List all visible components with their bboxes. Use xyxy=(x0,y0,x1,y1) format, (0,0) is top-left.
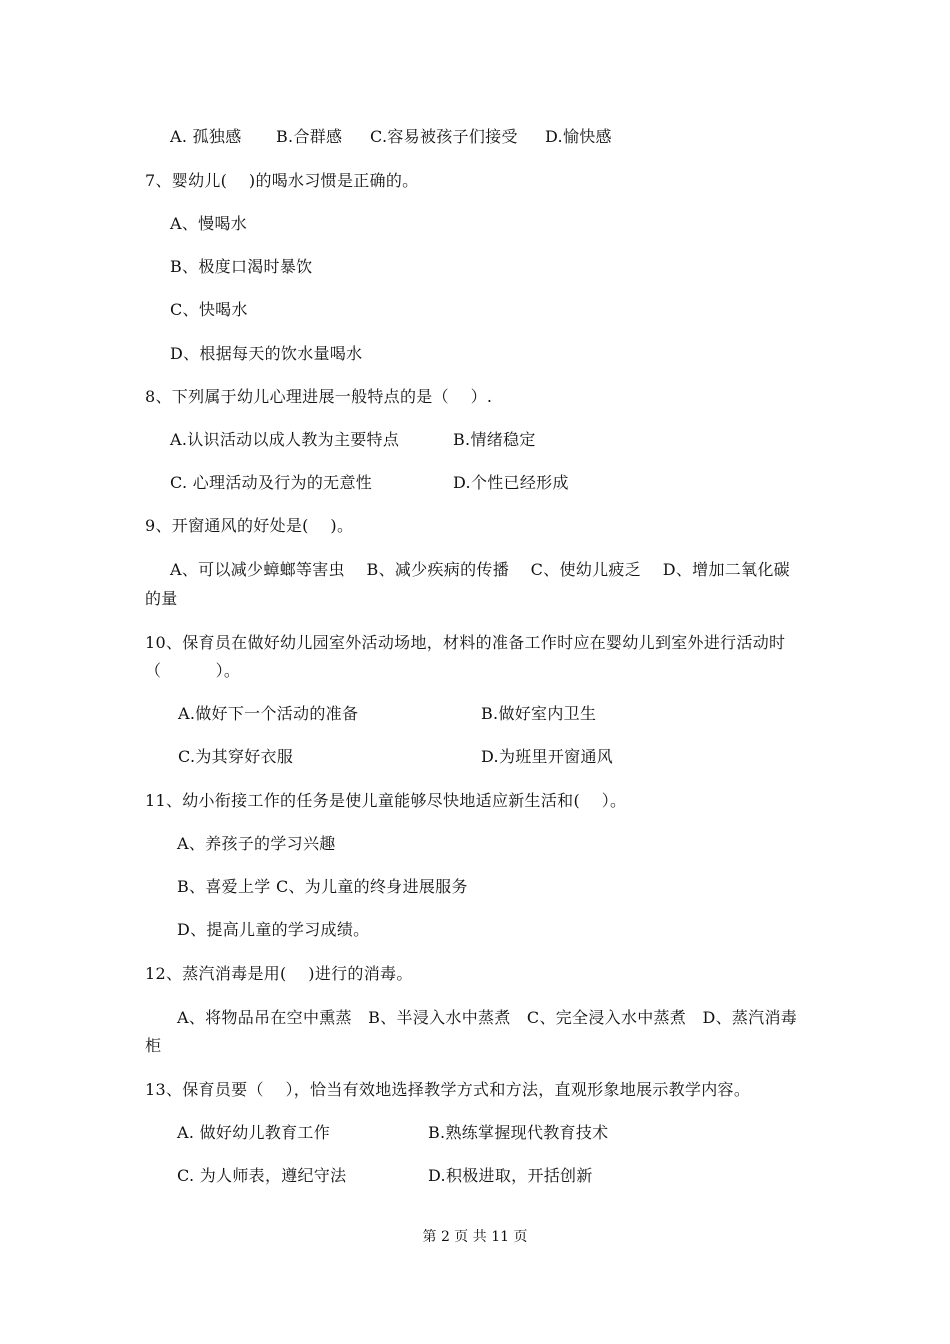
q6-option-b: B.合群感 xyxy=(276,127,343,146)
q12-stem: 12、蒸汽消毒是用( )进行的消毒。 xyxy=(145,964,413,983)
q11-option-bc: B、喜爱上学 C、为儿童的终身进展服务 xyxy=(177,877,468,896)
q10-stem: 10、保育员在做好幼儿园室外活动场地，材料的准备工作时应在婴幼儿到室外进行活动时 xyxy=(145,633,786,652)
q12-options: A、将物品吊在空中熏蒸 B、半浸入水中蒸煮 C、完全浸入水中蒸煮 D、蒸汽消毒 xyxy=(177,1008,798,1027)
q6-option-c: C.容易被孩子们接受 xyxy=(370,127,518,146)
q9-stem: 9、开窗通风的好处是( )。 xyxy=(145,516,354,535)
q10-option-b: B.做好室内卫生 xyxy=(481,704,597,723)
q6-option-a: A. 孤独感 xyxy=(170,127,242,146)
q7-option-b: B、极度口渴时暴饮 xyxy=(170,257,313,276)
q11-option-a: A、养孩子的学习兴趣 xyxy=(177,834,336,853)
q10-option-c: C.为其穿好衣服 xyxy=(178,747,294,766)
q10-stem-wrap: （ ）。 xyxy=(145,661,241,680)
q12-options-wrap: 柜 xyxy=(145,1036,162,1055)
q13-option-a: A. 做好幼儿教育工作 xyxy=(177,1123,331,1142)
q8-stem: 8、下列属于幼儿心理进展一般特点的是（ ）. xyxy=(145,387,493,406)
q10-option-d: D.为班里开窗通风 xyxy=(481,747,614,766)
q11-option-d: D、提高儿童的学习成绩。 xyxy=(177,920,370,939)
q7-option-c: C、快喝水 xyxy=(170,300,248,319)
q10-option-a: A.做好下一个活动的准备 xyxy=(178,704,359,723)
q11-stem: 11、幼小衔接工作的任务是使儿童能够尽快地适应新生活和( ）。 xyxy=(145,791,627,810)
q13-option-d: D.积极进取，开括创新 xyxy=(428,1166,593,1185)
q7-option-a: A、慢喝水 xyxy=(170,214,248,233)
q13-option-b: B.熟练掌握现代教育技术 xyxy=(428,1123,609,1142)
q13-option-c: C. 为人师表，遵纪守法 xyxy=(177,1166,347,1185)
q7-option-d: D、根据每天的饮水量喝水 xyxy=(170,344,363,363)
q8-option-a: A.认识活动以成人教为主要特点 xyxy=(170,430,400,449)
q9-options-wrap: 的量 xyxy=(145,589,178,608)
page-number-footer: 第 2 页 共 11 页 xyxy=(422,1229,528,1245)
q8-option-d: D.个性已经形成 xyxy=(453,473,569,492)
q7-stem: 7、婴幼儿( )的喝水习惯是正确的。 xyxy=(145,171,419,190)
q8-option-b: B.情绪稳定 xyxy=(453,430,536,449)
q8-option-c: C. 心理活动及行为的无意性 xyxy=(170,473,373,492)
q9-options: A、可以减少蟑螂等害虫 B、减少疾病的传播 C、使幼儿疲乏 D、增加二氧化碳 xyxy=(170,560,790,579)
q6-option-d: D.愉快感 xyxy=(545,127,612,146)
q13-stem: 13、保育员要（ ），恰当有效地选择教学方式和方法，直观形象地展示教学内容。 xyxy=(145,1080,751,1099)
